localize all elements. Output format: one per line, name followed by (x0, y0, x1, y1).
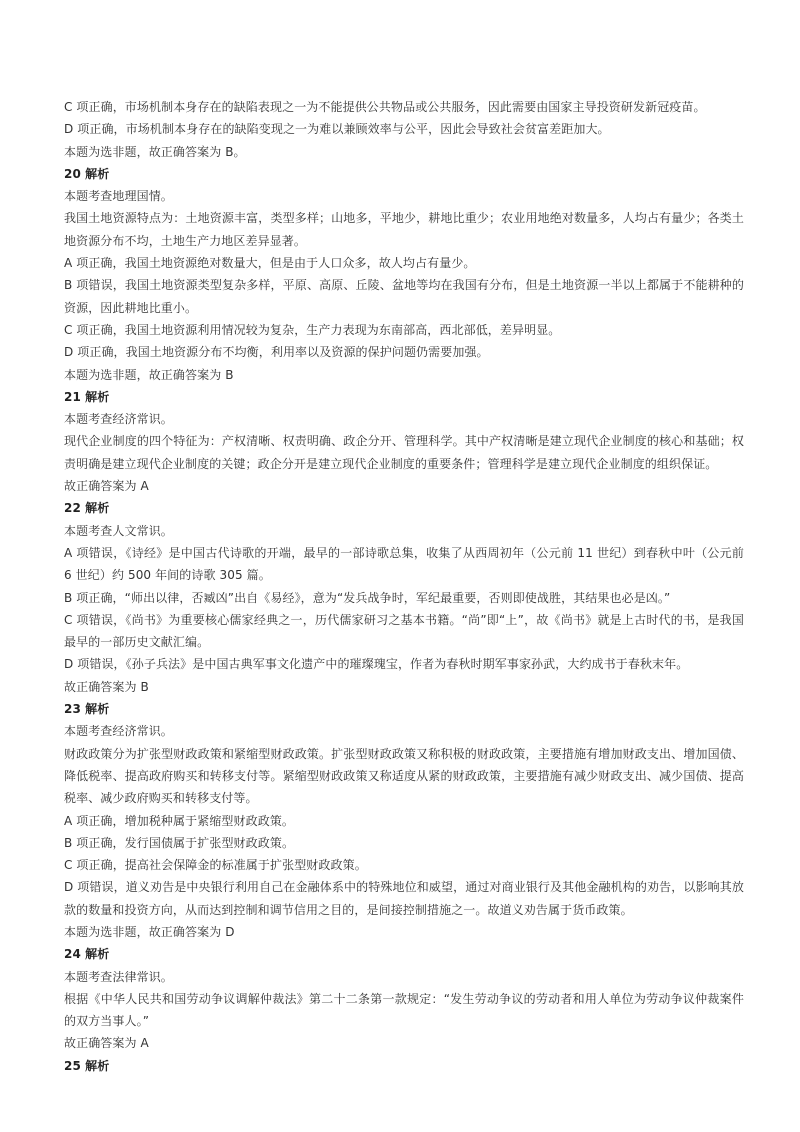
section-heading-24: 24 解析 (64, 947, 110, 962)
answer-line: 故正确答案为 A (64, 479, 149, 494)
option-a: A 项错误，《诗经》是中国古代诗歌的开端，最早的一部诗歌总集，收集了从西周初年（公元前 11 世纪）到春秋中叶（公元前 6 世纪）约 500 年间的诗歌 305 篇。 (64, 545, 744, 583)
topic-line: 本题考查经济常识。 (64, 412, 173, 427)
document-body (64, 96, 744, 1077)
section-heading-23: 23 解析 (64, 702, 110, 717)
paragraph: 根据《中华人民共和国劳动争议调解仲裁法》第二十二条第一款规定：“发生劳动争议的劳动者和用人单位为劳动争议仲裁案件的双方当事人。” (64, 991, 744, 1029)
option-b: B 项正确，“师出以律，否臧凶”出自《易经》，意为“发兵战争时，军纪最重要，否则即使战胜，其结果也必是凶。” (64, 590, 671, 605)
topic-line: 本题考查地理国情。 (64, 189, 173, 204)
answer-line: 故正确答案为 A (64, 1036, 149, 1051)
topic-line: 本题考查法律常识。 (64, 969, 173, 984)
section-heading-25: 25 解析 (64, 1058, 110, 1073)
paragraph: D 项正确，市场机制本身存在的缺陷变现之一为难以兼顾效率与公平，因此会导致社会贫富差距加大。 (64, 122, 610, 137)
option-c: C 项错误，《尚书》为重要核心儒家经典之一，历代儒家研习之基本书籍。“尚”即“上”，故《尚书》就是上古时代的书，是我国最早的一部历史文献汇编。 (64, 612, 744, 650)
option-d: D 项正确，我国土地资源分布不均衡，利用率以及资源的保护问题仍需要加强。 (64, 345, 489, 360)
option-b: B 项正确，发行国债属于扩张型财政政策。 (64, 835, 295, 850)
answer-line: 本题为选非题，故正确答案为 D (64, 924, 235, 939)
option-d: D 项错误，《孙子兵法》是中国古典军事文化遗产中的璀璨瑰宝，作者为春秋时期军事家孙武，大约成书于春秋末年。 (64, 657, 689, 672)
answer-line: 故正确答案为 B (64, 679, 149, 694)
paragraph: 财政政策分为扩张型财政政策和紧缩型财政政策。扩张型财政政策又称积极的财政政策，主要措施有增加财政支出、增加国债、降低税率、提高政府购买和转移支付等。紧缩型财政政策又称适度从紧的财政政策，主要措施有减少财政支出、减少国债、提高税率、减少政府购买和转移支付等。 (64, 746, 744, 806)
answer-line: 本题为选非题，故正确答案为 B (64, 367, 234, 382)
answer-line: 本题为选非题，故正确答案为 B。 (64, 144, 246, 159)
paragraph: C 项正确，市场机制本身存在的缺陷表现之一为不能提供公共物品或公共服务，因此需要由国家主导投资研发新冠疫苗。 (64, 100, 706, 114)
section-heading-20: 20 解析 (64, 166, 110, 181)
paragraph: 现代企业制度的四个特征为：产权清晰、权责明确、政企分开、管理科学。其中产权清晰是建立现代企业制度的核心和基础；权责明确是建立现代企业制度的关键；政企分开是建立现代企业制度的重要条件；管理科学是建立现代企业制度的组织保证。 (64, 434, 744, 471)
option-c: C 项正确，我国土地资源利用情况较为复杂，生产力表现为东南部高，西北部低，差异明显。 (64, 322, 561, 337)
option-a: A 项正确，增加税种属于紧缩型财政政策。 (64, 813, 295, 828)
option-b: B 项错误，我国土地资源类型复杂多样，平原、高原、丘陵、盆地等均在我国有分布，但是土地资源一半以上都属于不能耕种的资源，因此耕地比重小。 (64, 278, 744, 315)
paragraph: 我国土地资源特点为：土地资源丰富，类型多样；山地多，平地少，耕地比重少；农业用地绝对数量多，人均占有量少；各类土地资源分布不均，土地生产力地区差异显著。 (64, 211, 744, 248)
option-c: C 项正确，提高社会保障金的标准属于扩张型财政政策。 (64, 858, 367, 873)
option-d: D 项错误，道义劝告是中央银行利用自己在金融体系中的特殊地位和威望，通过对商业银行及其他金融机构的劝告，以影响其放款的数量和投资方向，从而达到控制和调节信用之目的，是间接控制措施之一。故道义劝告属于货币政策。 (64, 880, 744, 917)
section-heading-21: 21 解析 (64, 389, 110, 404)
section-heading-22: 22 解析 (64, 501, 110, 516)
topic-line: 本题考查经济常识。 (64, 724, 173, 739)
topic-line: 本题考查人文常识。 (64, 523, 173, 538)
option-a: A 项正确，我国土地资源绝对数量大，但是由于人口众多，故人均占有量少。 (64, 256, 476, 271)
